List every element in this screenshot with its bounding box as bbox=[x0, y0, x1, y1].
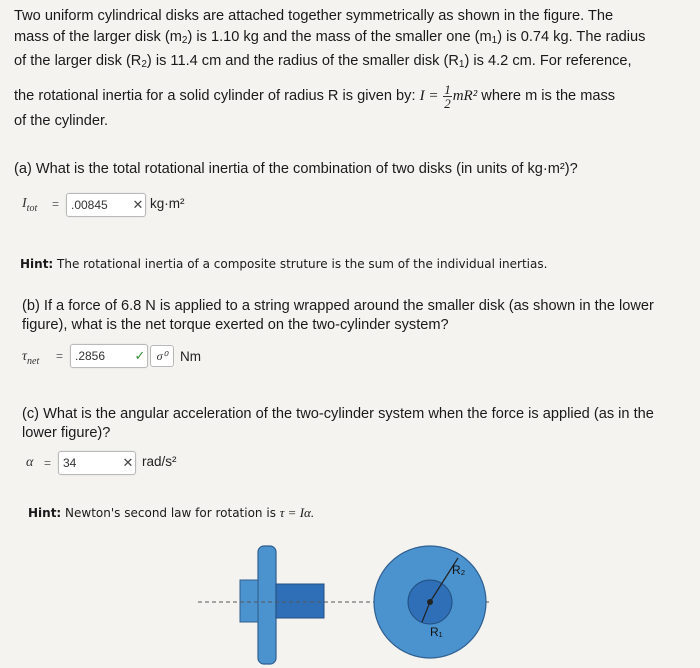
part-c-question: (c) What is the angular acceleration of the two-cylinder system when the force is applied (as in the lower figure)? bbox=[22, 406, 654, 441]
intro-line-1: Two uniform cylindrical disks are attached together symmetrically as shown in the figure. The bbox=[14, 8, 614, 24]
problem-statement bbox=[14, 6, 694, 132]
incorrect-icon: ✕ bbox=[122, 455, 134, 470]
answer-input-b[interactable]: .2856 ✓ bbox=[70, 344, 148, 368]
part-a-question: (a) What is the total rotational inertia of the combination of two disks (in units of kg·m²)? bbox=[14, 161, 578, 177]
var-i-tot: $I_{tot}$ bbox=[22, 196, 38, 214]
answer-input-c[interactable]: 34 ✕ bbox=[58, 451, 136, 475]
intro-line-5: of the cylinder. bbox=[14, 113, 109, 129]
part-b-question: (b) If a force of 6.8 N is applied to a string wrapped around the smaller disk (as shown in the lower figure), what is the net torque exerted on the two-cylinder system? bbox=[22, 298, 654, 333]
intro-line-3: of the larger disk $(R_2)$ is 11.4 cm and the radius of the smaller disk $(R_1)$ is 4.2 cm. For reference, bbox=[14, 53, 632, 70]
label-r1: R₁ bbox=[430, 625, 443, 639]
correct-check-icon: ✓ bbox=[134, 348, 146, 363]
answer-input-a[interactable]: .00845 ✕ bbox=[66, 193, 146, 217]
left-hub bbox=[240, 580, 258, 622]
intro-line-2: mass of the larger disk $(m_2)$ is 1.10 kg and the mass of the smaller one $(m_1)$ is 0.74 kg. The radius bbox=[14, 29, 646, 46]
var-tau-net: $\tau_{net}$ bbox=[22, 349, 40, 367]
unit-c: rad/s² bbox=[142, 454, 177, 469]
equals-c: = bbox=[44, 456, 52, 470]
incorrect-icon: ✕ bbox=[132, 197, 144, 212]
large-disk-side-view bbox=[258, 546, 276, 664]
significant-figures-icon[interactable]: σ⁰ bbox=[150, 345, 174, 367]
equals-b: = bbox=[56, 349, 64, 363]
label-r2: R₂ bbox=[452, 563, 466, 577]
unit-a: kg·m² bbox=[150, 196, 185, 211]
half-fraction: $\frac{1}{2}$ bbox=[444, 81, 451, 111]
intro-line-4: the rotational inertia for a solid cylinder of radius R is given by: I = $\frac{1}{2}$ mR² where m is the mass bbox=[14, 81, 616, 111]
small-disk-side-view bbox=[276, 584, 324, 618]
equals-a: = bbox=[52, 197, 60, 211]
inertia-formula: I = $\frac{1}{2}$ mR² bbox=[419, 81, 478, 111]
hint-c: Hint: Newton's second law for rotation is τ = Iα. bbox=[28, 505, 315, 520]
var-alpha: α bbox=[26, 455, 34, 470]
hint-a: Hint: The rotational inertia of a composite struture is the sum of the individual inertias. bbox=[20, 257, 548, 271]
two-disk-figure bbox=[190, 538, 500, 666]
unit-b: Nm bbox=[180, 349, 201, 364]
